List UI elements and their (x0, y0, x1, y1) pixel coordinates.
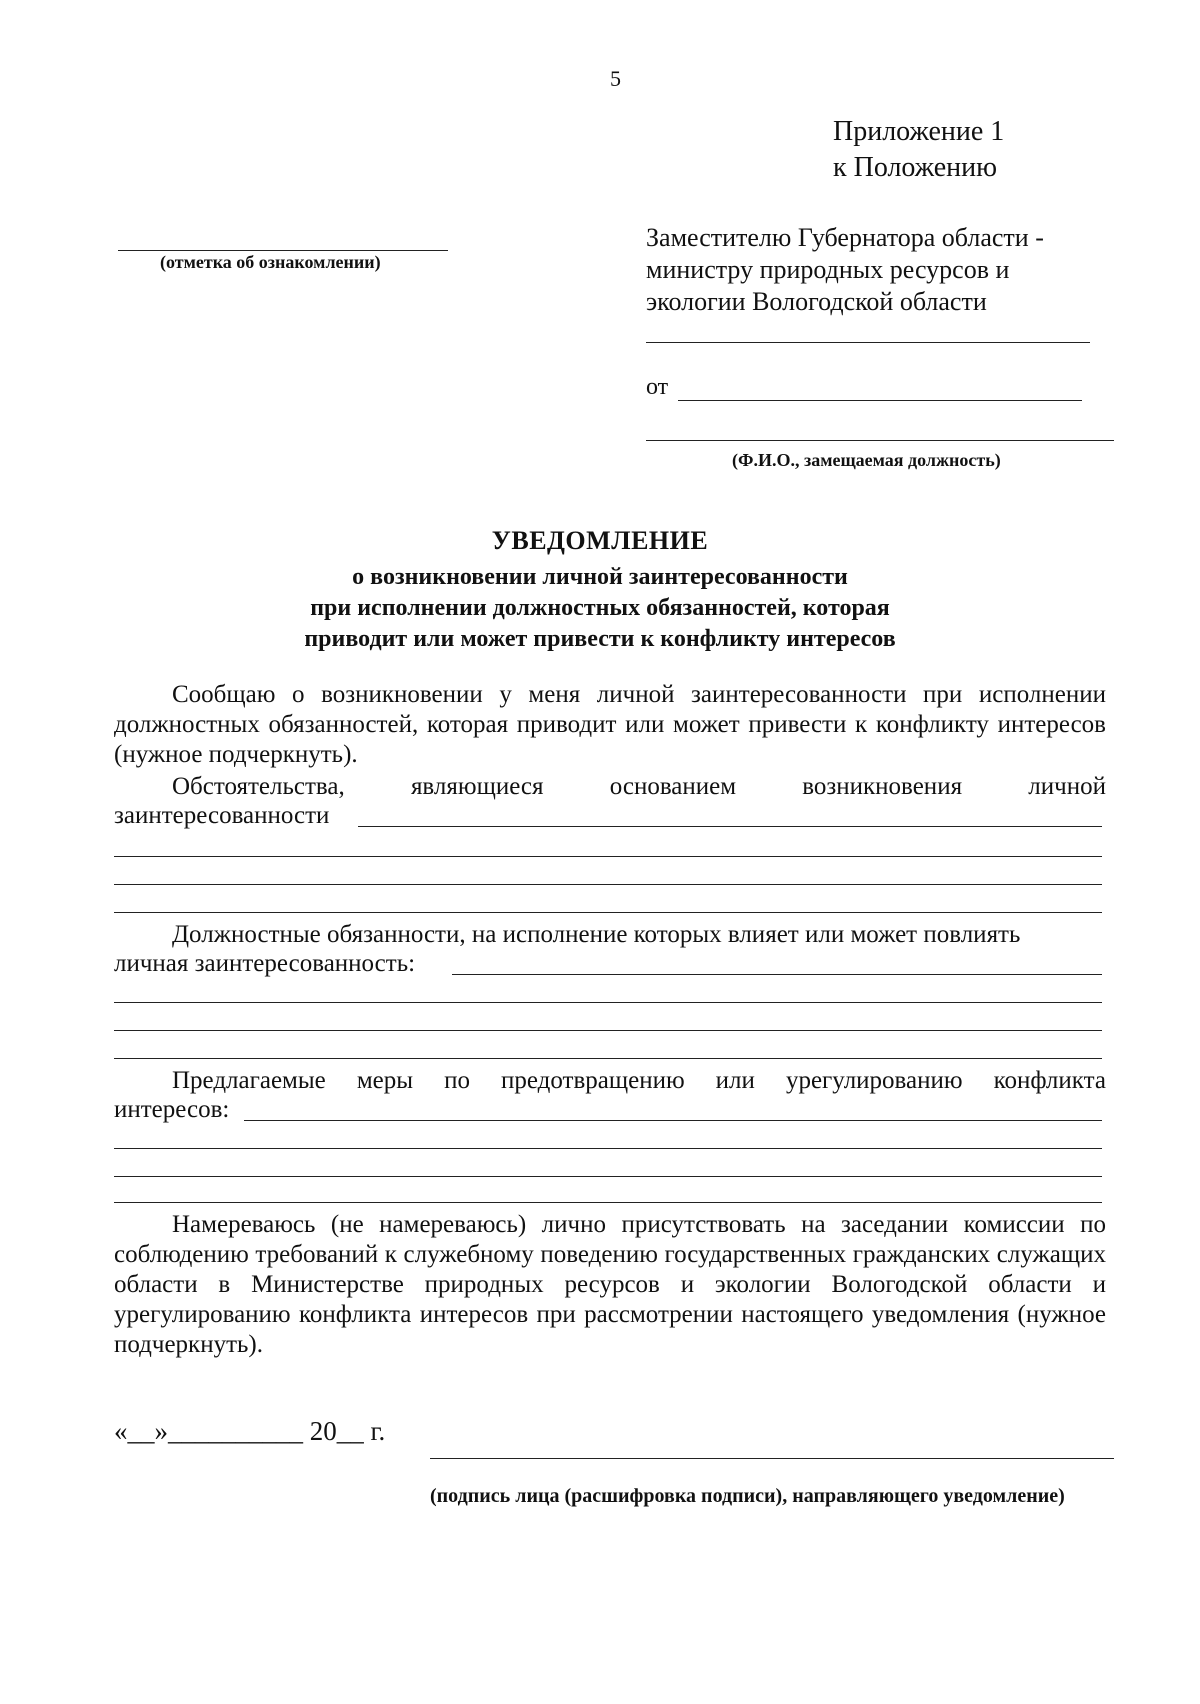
appendix-line-1: Приложение 1 (833, 116, 1005, 147)
appendix-note (833, 114, 1004, 186)
duties-blank-line-4 (114, 1058, 1102, 1059)
measures-label: интересов: (114, 1096, 230, 1123)
paragraph-intention: Намереваюсь (не намереваюсь) лично присутствовать на заседании комиссии по соблюдению требований к служебному поведению государственных гражданских служащих области в Министерстве природных ресурсов и экологии Вологодской области и урегулированию конфликта интересов при рассмотрении настоящего уведомления (нужное подчеркнуть). (114, 1211, 1106, 1358)
from-blank-line (678, 400, 1082, 401)
circumstances-blank-line-4 (114, 912, 1102, 913)
word: урегулированию (785, 1067, 963, 1094)
measures-blank-line-1 (244, 1120, 1102, 1121)
appendix-line-2: к Положению (833, 152, 998, 183)
paragraph-notification: Сообщаю о возникновении у меня личной заинтересованности при исполнении должностных обязанностей, которая приводит или может привести к конфликту интересов (нужное подчеркнуть). (114, 681, 1106, 768)
signature-label: (подпись лица (расшифровка подписи), направляющего уведомление) (430, 1485, 1065, 1507)
acknowledgement-label: (отметка об ознакомлении) (160, 252, 381, 272)
circumstances-blank-line-2 (114, 856, 1102, 857)
paragraph-circumstances-line-1 (172, 772, 1106, 802)
addressee-line-1: Заместителю Губернатора области - (646, 223, 1044, 252)
measures-blank-line-4 (114, 1202, 1102, 1203)
duties-blank-line-2 (114, 1002, 1102, 1003)
circumstances-blank-line-1 (358, 826, 1102, 827)
signature-line (430, 1458, 1114, 1459)
document-subtitle-2: при исполнении должностных обязанностей, которая (310, 595, 890, 621)
word: основанием (609, 773, 737, 800)
addressee-blank-line (646, 342, 1090, 343)
duties-blank-line-3 (114, 1030, 1102, 1031)
from-label: от (646, 374, 669, 400)
circumstances-label: заинтересованности (114, 802, 330, 829)
word: возникновения (802, 773, 963, 800)
word: меры (356, 1067, 414, 1094)
addressee-line-2: министру природных ресурсов и (646, 255, 1010, 284)
fio-label: (Ф.И.О., замещаемая должность) (732, 450, 1001, 470)
date-field: «__»__________ 20__ г. (114, 1416, 386, 1446)
duties-label: личная заинтересованность: (114, 950, 416, 977)
document-subtitle-1: о возникновении личной заинтересованности (352, 564, 848, 590)
measures-blank-line-3 (114, 1176, 1102, 1177)
measures-line-1 (172, 1066, 1106, 1096)
word: являющиеся (410, 773, 544, 800)
addressee-line-3: экологии Вологодской области (646, 287, 987, 316)
word: или (715, 1067, 755, 1094)
measures-blank-line-2 (114, 1148, 1102, 1149)
duties-blank-line-1 (452, 974, 1102, 975)
word: личной (1028, 773, 1106, 800)
document-title: УВЕДОМЛЕНИЕ (491, 526, 709, 555)
circumstances-blank-line-3 (114, 884, 1102, 885)
word: предотвращению (500, 1067, 685, 1094)
addressee-block (646, 222, 1116, 318)
word: конфликта (993, 1067, 1106, 1094)
page-number: 5 (610, 66, 621, 91)
word: по (444, 1067, 470, 1094)
word: Предлагаемые (172, 1067, 326, 1094)
word: Обстоятельства, (172, 773, 345, 800)
fio-blank-line (646, 440, 1114, 441)
acknowledgement-line (118, 250, 448, 251)
duties-line-1: Должностные обязанности, на исполнение которых влияет или может повлиять (172, 921, 1021, 948)
document-subtitle-3: приводит или может привести к конфликту интересов (304, 626, 896, 652)
